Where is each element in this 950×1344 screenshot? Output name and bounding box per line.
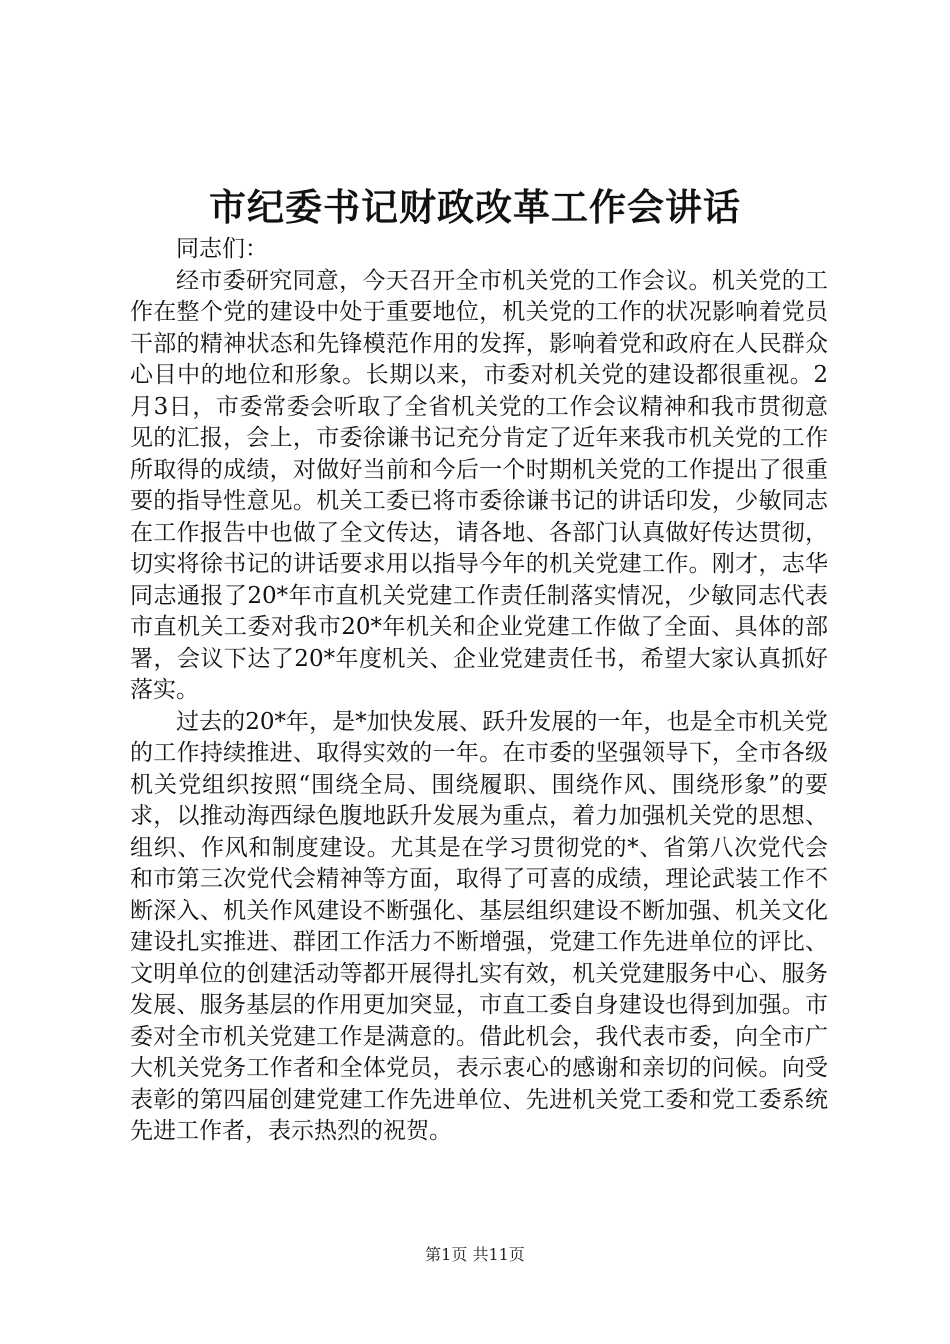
- salutation: 同志们：: [176, 236, 268, 262]
- document-title: 市纪委书记财政改革工作会讲话: [209, 185, 741, 229]
- paragraph-1: 经市委研究同意，今天召开全市机关党的工作会议。机关党的工作在整个党的建设中处于重要地位，机关党的工作的状况影响着党员干部的精神状态和先锋模范作用的发挥，影响着党和政府在人民群众心目中的地位和形象。长期以来，市委对机关党的建设都很重视。2月3日，市委常委会听取了全省机关党的工作会议精神和我市贯彻意见的汇报，会上，市委徐谦书记充分肯定了近年来我市机关党的工作所取得的成绩，对做好当前和今后一个时期机关党的工作提出了很重要的指导性意见。机关工委已将市委徐谦书记的讲话印发，少敏同志在工作报告中也做了全文传达，请各地、各部门认真做好传达贯彻，切实将徐书记的讲话要求用以指导今年的机关党建工作。刚才，志华同志通报了20*年市直机关党建工作责任制落实情况，少敏同志代表市直机关工委对我市20*年机关和企业党建工作做了全面、具体的部署，会议下达了20*年度机关、企业党建责任书，希望大家认真抓好落实。: [130, 267, 828, 703]
- paragraph-2: 过去的20*年，是*加快发展、跃升发展的一年，也是全市机关党的工作持续推进、取得实效的一年。在市委的坚强领导下，全市各级机关党组织按照“围绕全局、围绕履职、围绕作风、围绕形象”的要求，以推动海西绿色腹地跃升发展为重点，着力加强机关党的思想、组织、作风和制度建设。尤其是在学习贯彻党的*、省第八次党代会和市第三次党代会精神等方面，取得了可喜的成绩，理论武装工作不断深入、机关作风建设不断强化、基层组织建设不断加强、机关文化建设扎实推进、群团工作活力不断增强，党建工作先进单位的评比、文明单位的创建活动等都开展得扎实有效，机关党建服务中心、服务发展、服务基层的作用更加突显，市直工委自身建设也得到加强。市委对全市机关党建工作是满意的。借此机会，我代表市委，向全市广大机关党务工作者和全体党员，表示衷心的感谢和亲切的问候。向受表彰的第四届创建党建工作先进单位、先进机关党工委和党工委系统先进工作者，表示热烈的祝贺。: [130, 708, 828, 1144]
- page-number-footer: 第1页 共11页: [425, 1245, 525, 1264]
- document-body: [130, 234, 828, 1148]
